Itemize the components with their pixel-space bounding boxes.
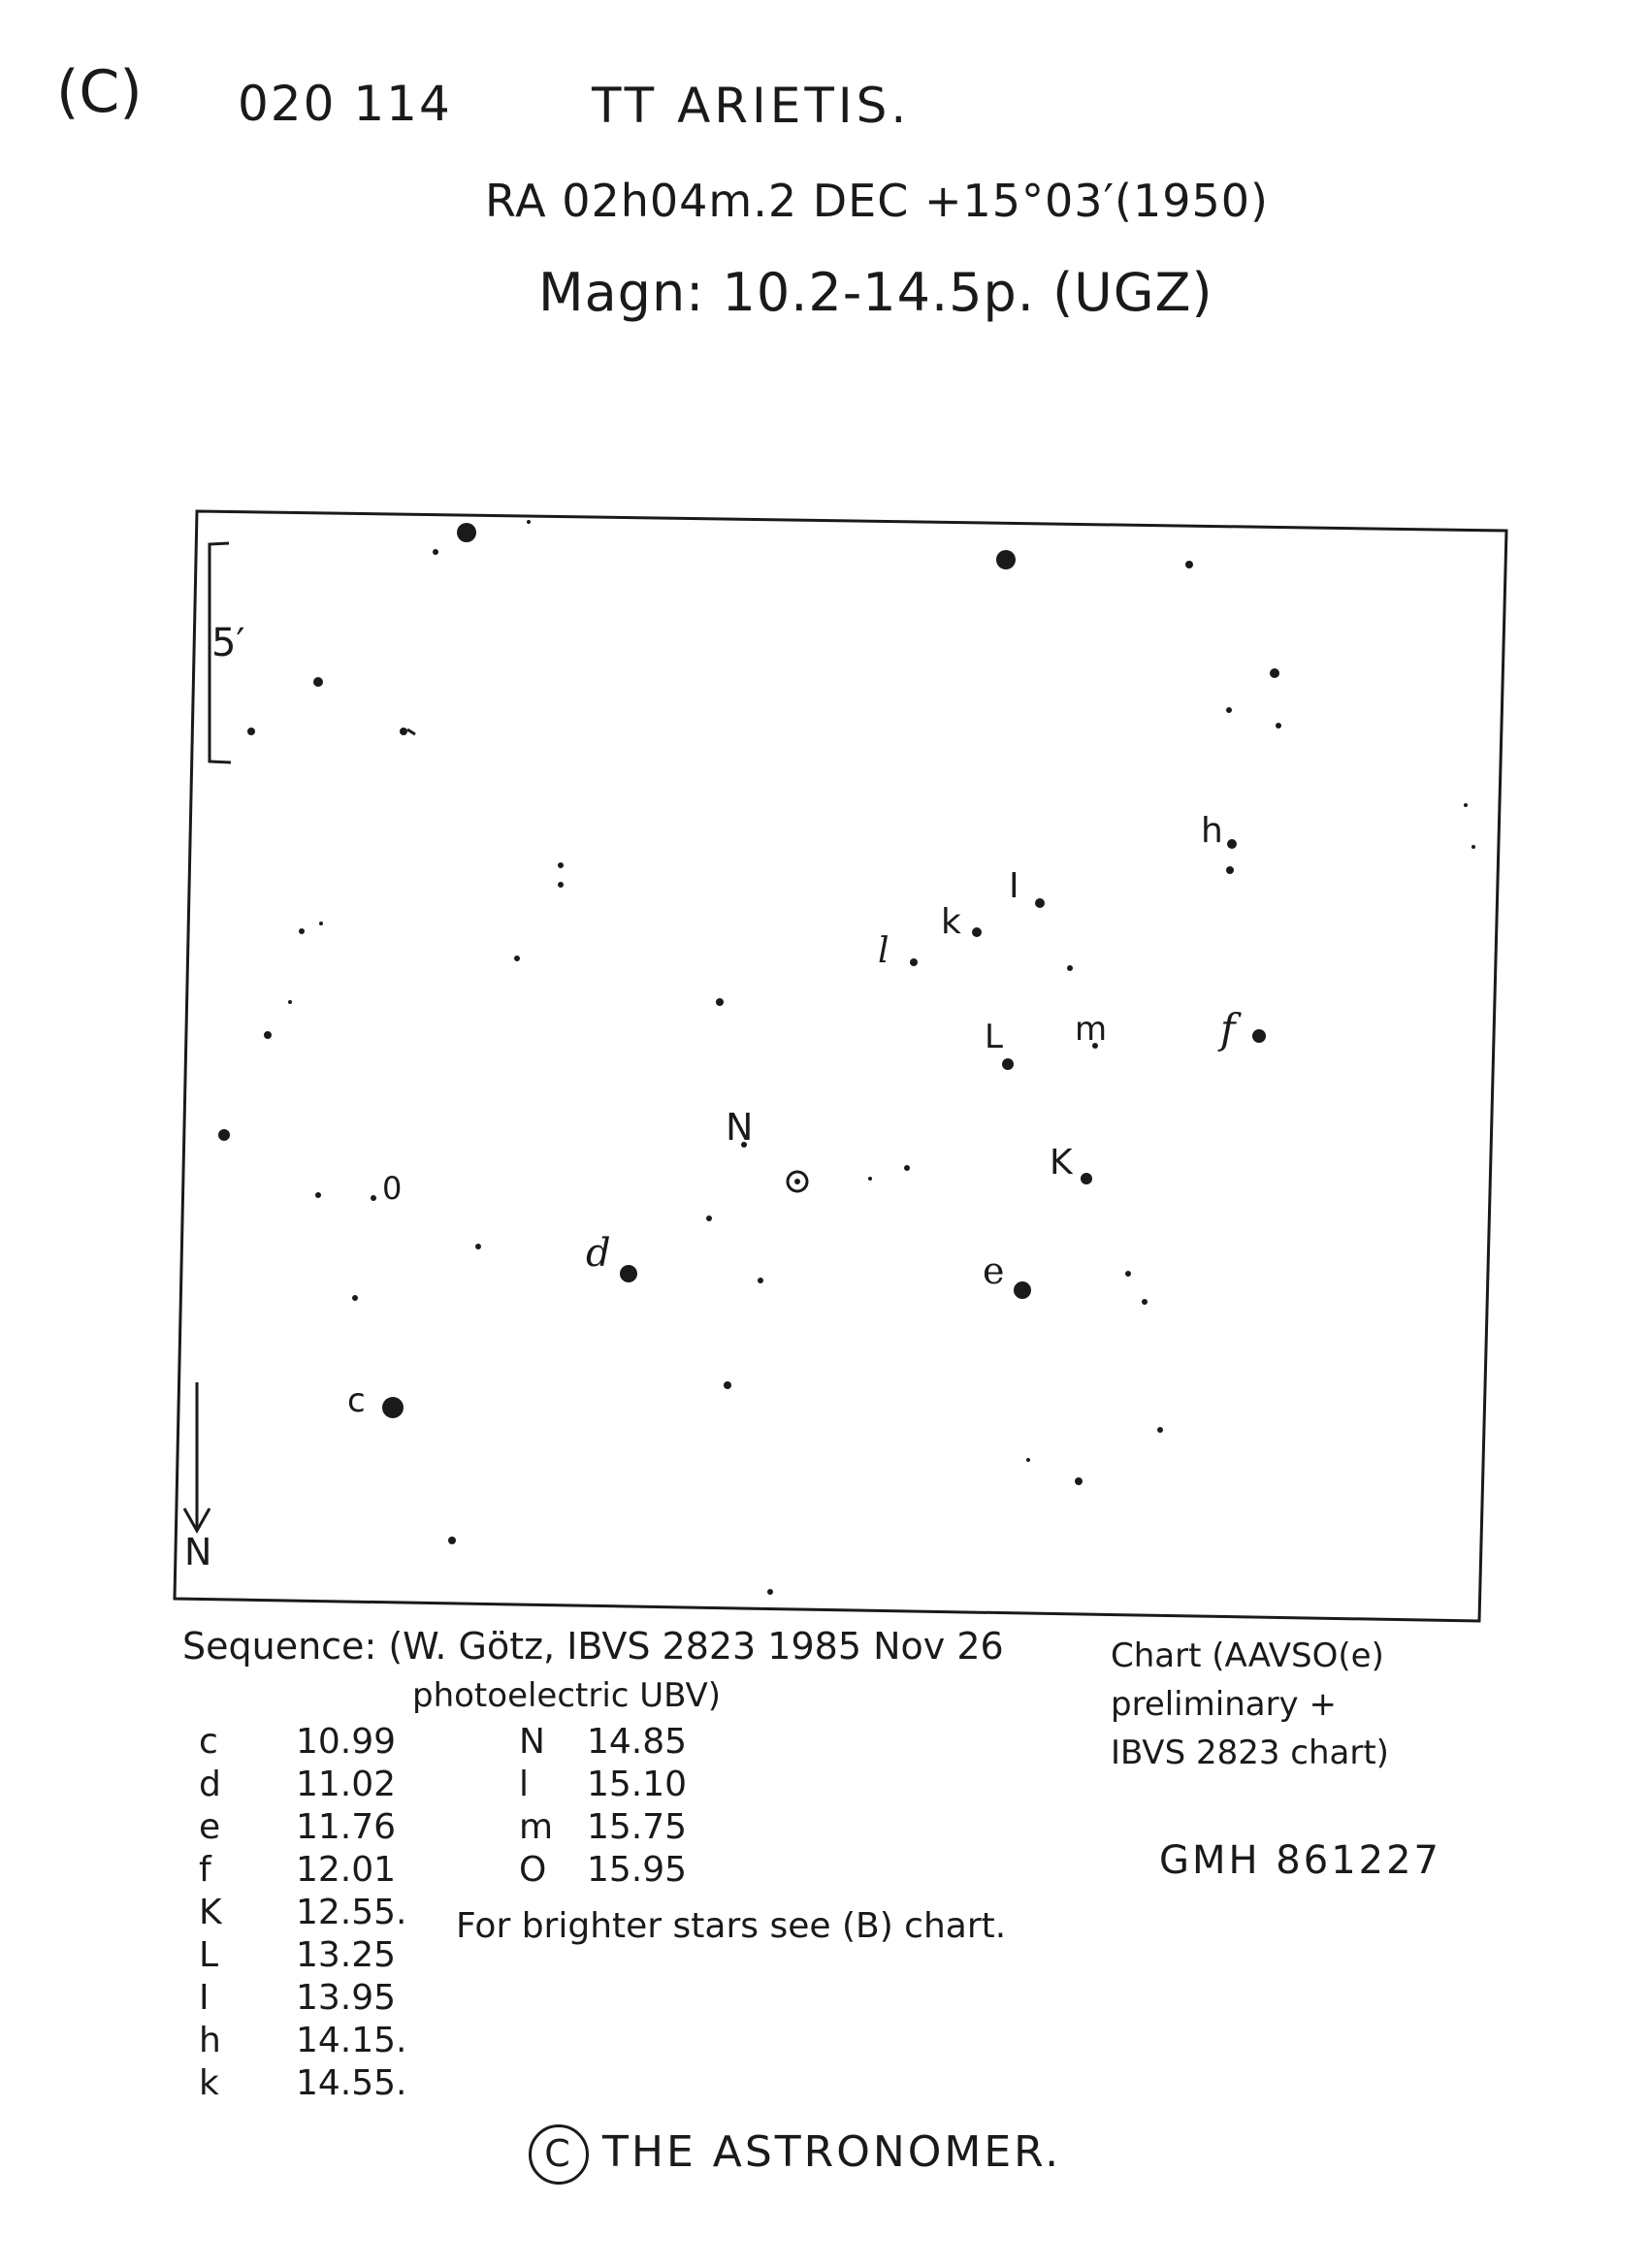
sequence-label: d	[199, 1765, 221, 1804]
star	[558, 882, 564, 888]
sequence-label: c	[199, 1722, 218, 1762]
star	[400, 728, 407, 735]
sequence-label: h	[199, 2021, 221, 2060]
star	[1026, 1458, 1030, 1462]
copyright-icon: C	[529, 2124, 589, 2185]
star	[1142, 1299, 1148, 1305]
sequence-magnitude: 13.95	[296, 1978, 397, 2018]
label-O: 0	[382, 1170, 403, 1207]
sequence-magnitude: 14.85	[587, 1722, 688, 1762]
star-e	[1014, 1281, 1031, 1299]
label-k: k	[941, 902, 961, 942]
star	[1226, 866, 1234, 874]
star	[457, 523, 476, 542]
star	[264, 1031, 272, 1039]
author-initials-date: GMH 861227	[1159, 1838, 1441, 1883]
sequence-title: Sequence: (W. Götz, IBVS 2823 1985 Nov 26	[182, 1625, 1004, 1668]
star	[1226, 707, 1232, 713]
star	[514, 956, 520, 961]
star	[558, 862, 564, 868]
sequence-magnitude: 13.25	[296, 1935, 397, 1975]
star	[288, 1000, 292, 1004]
north-arrow	[184, 1382, 210, 1531]
sequence-label: m	[519, 1807, 554, 1847]
star	[313, 677, 323, 687]
star-k	[972, 927, 982, 937]
sequence-label: O	[519, 1850, 547, 1890]
sequence-label: e	[199, 1807, 221, 1847]
star	[527, 520, 531, 524]
star-name: TT ARIETIS.	[592, 78, 911, 134]
star-coordinates: RA 02h04m.2 DEC +15°03′(1950)	[485, 175, 1269, 227]
star-O	[371, 1195, 376, 1201]
sequence-label: I	[199, 1978, 210, 2018]
north-label: N	[184, 1531, 212, 1573]
star	[1270, 668, 1279, 678]
copyright-text: THE ASTRONOMER.	[602, 2127, 1062, 2177]
label-K: K	[1050, 1143, 1073, 1183]
sequence-magnitude: 14.55.	[296, 2063, 407, 2103]
star	[433, 549, 438, 555]
copyright-notice	[529, 2124, 1061, 2185]
star	[1125, 1271, 1131, 1277]
star	[319, 922, 323, 925]
chart-letter: (C)	[56, 58, 143, 126]
star	[315, 1192, 321, 1198]
star-f	[1252, 1029, 1266, 1043]
star	[767, 1589, 773, 1595]
star	[448, 1537, 456, 1544]
star	[1157, 1427, 1163, 1433]
star	[1075, 1477, 1083, 1485]
star-d	[620, 1265, 637, 1282]
star	[407, 729, 415, 734]
star-c	[382, 1397, 404, 1418]
star	[352, 1295, 358, 1301]
star	[218, 1129, 230, 1141]
star-l	[910, 958, 918, 966]
star-K	[1081, 1173, 1092, 1184]
label-m: m	[1075, 1010, 1108, 1049]
sequence-label: l	[519, 1765, 530, 1804]
label-l: l	[878, 931, 889, 971]
label-f: f	[1220, 1005, 1236, 1053]
chart-frame	[175, 511, 1506, 1621]
star-magnitude-range: Magn: 10.2-14.5p. (UGZ)	[538, 262, 1213, 323]
star	[996, 550, 1016, 569]
label-c: c	[347, 1381, 366, 1420]
star	[868, 1177, 872, 1181]
brighter-stars-note: For brighter stars see (B) chart.	[456, 1906, 1007, 1946]
label-h: h	[1201, 811, 1223, 851]
sequence-magnitude: 15.75	[587, 1807, 688, 1847]
star-h	[1227, 839, 1237, 849]
star	[724, 1381, 731, 1389]
star	[1471, 845, 1475, 849]
star	[716, 998, 724, 1006]
chart-credit: Chart (AAVSO(e) preliminary + IBVS 2823 chart)	[1111, 1636, 1389, 1772]
sequence-label: k	[199, 2063, 219, 2103]
sequence-magnitude: 10.99	[296, 1722, 397, 1762]
sequence-label: L	[199, 1935, 219, 1975]
sequence-subtitle: photoelectric UBV)	[412, 1676, 721, 1715]
star-designation: 020 114	[238, 76, 452, 132]
label-L: L	[985, 1018, 1003, 1056]
star	[758, 1278, 763, 1283]
star	[299, 928, 305, 934]
sequence-magnitude: 12.55.	[296, 1893, 407, 1932]
star	[706, 1215, 712, 1221]
sequence-label: f	[199, 1850, 211, 1890]
star	[475, 1244, 481, 1249]
sequence-magnitude: 15.10	[587, 1765, 688, 1804]
label-I: I	[1009, 866, 1019, 906]
star-L	[1002, 1058, 1014, 1070]
scale-label: 5′	[211, 621, 245, 665]
label-e: e	[983, 1249, 1005, 1292]
sequence-label: K	[199, 1893, 222, 1932]
variable-star-marker	[788, 1172, 807, 1191]
star	[904, 1165, 910, 1171]
star	[1185, 561, 1193, 568]
label-d: d	[586, 1231, 611, 1276]
star	[247, 728, 255, 735]
sequence-magnitude: 14.15.	[296, 2021, 407, 2060]
sequence-magnitude: 12.01	[296, 1850, 397, 1890]
star	[1276, 723, 1281, 729]
star	[1067, 965, 1073, 971]
star-I	[1035, 898, 1045, 908]
label-N: N	[726, 1106, 754, 1149]
sequence-magnitude: 11.76	[296, 1807, 397, 1847]
sequence-label: N	[519, 1722, 545, 1762]
sequence-magnitude: 15.95	[587, 1850, 688, 1890]
star	[1464, 803, 1468, 807]
sequence-magnitude: 11.02	[296, 1765, 397, 1804]
